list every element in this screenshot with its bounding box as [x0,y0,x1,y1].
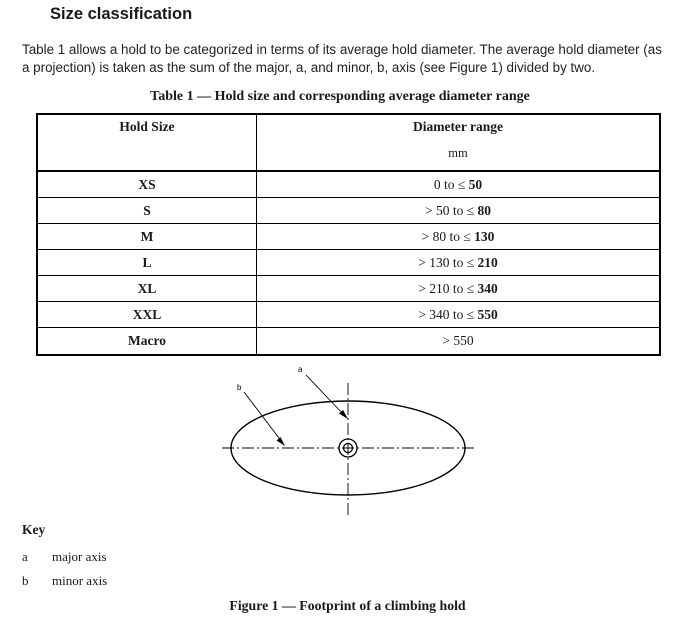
range-cell [257,302,661,328]
range-cell [257,171,661,198]
label-a: a [298,365,303,374]
hold-size-table [36,113,661,356]
key-title: Key [22,522,46,537]
header-unit: mm [257,146,661,171]
table-row [37,276,660,302]
table-row [37,198,660,224]
table-row [37,250,660,276]
size-cell: Macro [37,328,257,356]
key-letter: a [22,549,28,564]
range-prefix: > 210 to ≤ [418,280,478,296]
hold-footprint-figure [0,360,680,520]
key-text: minor axis [52,573,108,588]
range-prefix: > 130 to ≤ [418,254,478,270]
size-cell: M [37,224,257,250]
range-limit: 210 [477,254,498,270]
range-cell [257,250,661,276]
range-limit: 550 [477,306,498,322]
range-cell [257,276,661,302]
size-cell: L [37,250,257,276]
table-title: Table 1 — Hold size and corresponding average diameter range [150,89,530,104]
range-prefix: > 50 to ≤ [424,202,478,218]
range-prefix: > 340 to ≤ [418,306,478,322]
header-diameter-range: Diameter range [257,114,661,146]
body-paragraph: Table 1 allows a hold to be categorized in terms of its average hold diameter. The average hold diameter (as a projection) is taken as the sum of the major, a, and minor, b, axis (see Figure 1) divided by two. [22,42,662,75]
table-row [37,302,660,328]
range-cell [257,224,661,250]
range-prefix: > 550 [442,333,474,348]
leader-line-a [306,375,345,416]
key-text: major axis [52,549,107,564]
table-row [37,224,660,250]
size-cell: XS [37,171,257,198]
section-heading: Size classification [50,5,193,23]
size-cell: XL [37,276,257,302]
range-prefix: 0 to ≤ [433,176,469,192]
table-row [37,171,660,198]
header-hold-size: Hold Size [37,114,257,171]
arrowhead-b [277,437,286,446]
key-item-b [22,573,107,589]
range-limit: 340 [477,280,498,296]
size-cell: S [37,198,257,224]
key-letter: b [22,573,29,588]
leader-line-b [244,392,282,442]
label-b: b [237,383,242,392]
range-limit: 130 [474,228,495,244]
range-prefix: > 80 to ≤ [421,228,475,244]
table-row [37,328,660,356]
range-limit: 50 [468,176,483,192]
range-cell [257,198,661,224]
key-item-a [22,549,107,565]
figure-caption: Figure 1 — Footprint of a climbing hold [229,598,466,613]
size-cell: XXL [37,302,257,328]
range-limit: 80 [477,202,492,218]
range-cell [257,328,661,356]
